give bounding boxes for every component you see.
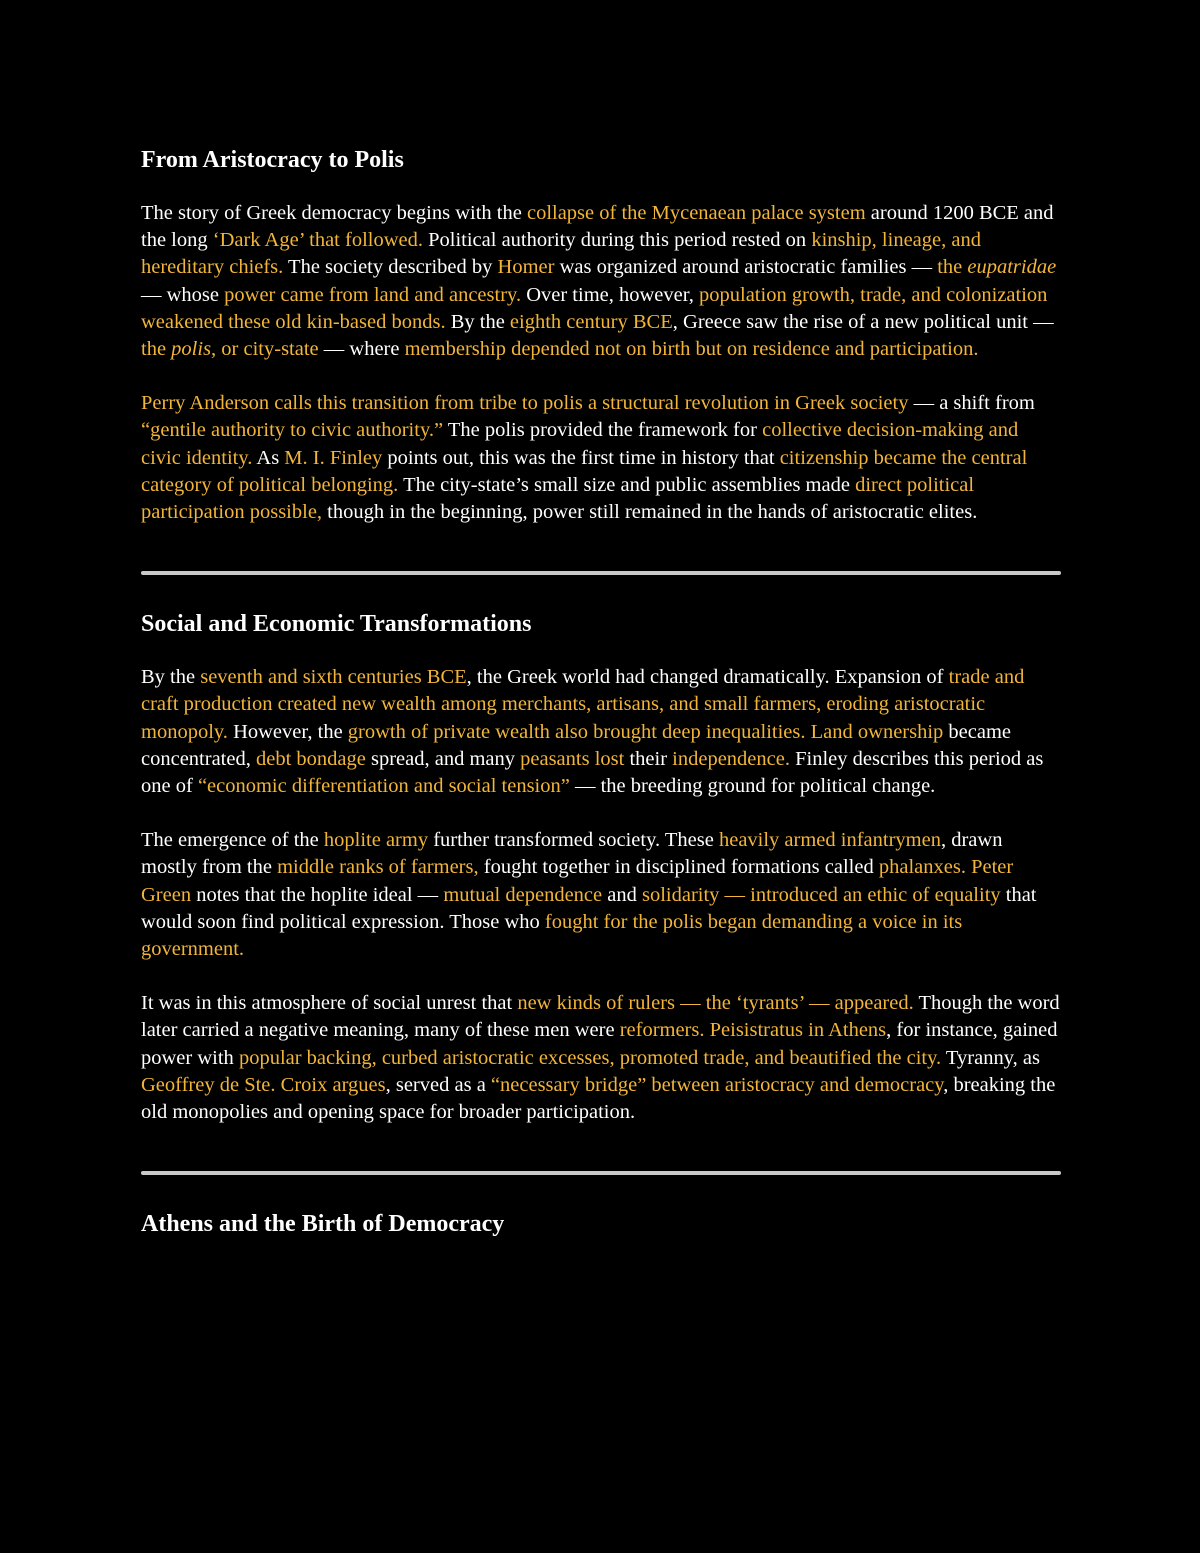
text-run: Though the word later carried a negative meaning, many of these men were [141, 992, 1060, 1042]
text-run: As [252, 446, 285, 469]
text-run: The society described by [283, 256, 498, 279]
highlighted-text: Land ownership [810, 720, 944, 743]
highlighted-text: seventh and sixth centuries BCE [200, 666, 467, 689]
highlighted-text: Geoffrey de Ste. Croix argues [141, 1073, 386, 1096]
highlighted-text: popular backing, curbed aristocratic excesses, promoted trade, and beautified the city. [238, 1046, 942, 1069]
highlighted-text: reformers. [619, 1019, 705, 1042]
highlighted-text: eighth century BCE [509, 310, 673, 333]
text-run: though in the beginning, power still remained in the hands of aristocratic elites. [322, 501, 978, 524]
text-run: — where [318, 338, 405, 361]
highlighted-text: debt bondage [255, 747, 366, 770]
highlighted-text: Perry Anderson calls this transition from tribe to polis a structural revolution in Greek society [141, 392, 909, 415]
highlighted-text: phalanxes. [878, 856, 966, 879]
highlighted-text: citizenship became the central category of political belonging. [141, 446, 1028, 496]
highlighted-text: hoplite army [323, 829, 429, 852]
highlighted-text: direct political participation possible, [141, 473, 975, 524]
highlighted-text: mutual dependence [443, 883, 603, 906]
section-paragraph [141, 990, 1061, 1126]
highlighted-text: polis [171, 338, 212, 361]
text-run: , served as a [385, 1073, 491, 1096]
text-run: fought together in disciplined formations called [478, 856, 879, 879]
highlighted-text: ‘Dark Age’ that followed. [212, 229, 423, 252]
text-run: notes that the hoplite ideal — [191, 883, 444, 906]
highlighted-text: kinship, lineage, and hereditary chiefs. [141, 229, 981, 279]
text-run: , drawn mostly from the [141, 829, 1003, 879]
text-run: spread, and many [365, 747, 521, 770]
highlighted-text: the [141, 338, 172, 361]
highlighted-text: peasants lost [520, 747, 625, 770]
text-run: The story of Greek democracy begins with the [141, 202, 527, 224]
highlighted-text: new kinds of rulers — the ‘tyrants’ — appeared. [517, 992, 914, 1015]
text-run: The emergence of the [141, 829, 324, 852]
highlighted-text: membership depended not on birth but on residence and participation. [404, 338, 979, 361]
text-run: , the Greek world had changed dramatically. Expansion of [466, 666, 949, 689]
section-paragraph [141, 390, 1061, 526]
text-run: points out, this was the first time in history that [382, 446, 780, 469]
section-divider [141, 1171, 1061, 1175]
highlighted-text: solidarity — introduced an ethic of equality [641, 883, 1001, 906]
text-run: — a shift from [908, 392, 1035, 415]
text-run: The city-state’s small size and public assemblies made [398, 473, 856, 496]
highlighted-text: Homer [497, 256, 555, 279]
text-run: — whose [141, 283, 225, 306]
text-run: became concentrated, [141, 720, 1012, 770]
highlighted-text: collective decision-making and civic identity. [141, 419, 1019, 469]
highlighted-text: trade and craft production created new wealth among merchants, artisans, and small farmers, eroding aristocratic monopoly. [141, 666, 1025, 743]
text-run: , breaking the old monopolies and opening space for broader participation. [141, 1073, 1056, 1124]
text-run: It was in this atmosphere of social unrest that [141, 992, 518, 1015]
text-run: their [624, 747, 673, 770]
text-run: By the [445, 310, 510, 333]
text-run: around 1200 BCE and the long [141, 202, 1054, 252]
text-run: — the breeding ground for political change. [569, 775, 936, 798]
text-run: Tyranny, as [941, 1046, 1040, 1069]
section-paragraph [141, 200, 1061, 363]
highlighted-text: Peisistratus in Athens [709, 1019, 887, 1042]
highlighted-text: the [937, 256, 968, 279]
highlighted-text: fought for the polis began demanding a voice in its government. [141, 910, 963, 961]
highlighted-text: heavily armed infantrymen [718, 829, 941, 852]
section-heading-social-economic: Social and Economic Transformations [141, 611, 532, 638]
section-paragraph [141, 827, 1061, 963]
text-run: However, the [227, 720, 348, 743]
text-run: Over time, however, [521, 283, 700, 306]
highlighted-text: “economic differentiation and social tension” [197, 775, 570, 798]
highlighted-text: independence. [672, 747, 790, 770]
text-run: , for instance, gained power with [141, 1019, 1058, 1069]
highlighted-text: “necessary bridge” between aristocracy and democracy [490, 1073, 944, 1096]
highlighted-text: middle ranks of farmers, [277, 856, 479, 879]
highlighted-text: “gentile authority to civic authority.” [141, 419, 444, 442]
text-run: , Greece saw the rise of a new political unit — [672, 310, 1054, 333]
text-run: and [602, 883, 642, 906]
highlighted-text: eupatridae [967, 256, 1057, 279]
highlighted-text: growth of private wealth also brought deep inequalities. [347, 720, 806, 743]
highlighted-text: , or city-state [211, 338, 319, 361]
section-divider [141, 571, 1061, 575]
highlighted-text: power came from land and ancestry. [224, 283, 522, 306]
text-run: was organized around aristocratic families — [554, 256, 938, 279]
text-run: further transformed society. These [428, 829, 719, 852]
highlighted-text: M. I. Finley [284, 446, 383, 469]
text-run: The polis provided the framework for [443, 419, 763, 442]
highlighted-text: Peter Green [141, 856, 1014, 906]
text-run: Political authority during this period rested on [423, 229, 812, 252]
highlighted-text: population growth, trade, and colonization weakened these old kin-based bonds. [141, 283, 1048, 333]
document-page [141, 140, 1061, 1240]
highlighted-text: collapse of the Mycenaean palace system [526, 202, 866, 224]
section-heading-aristocracy-to-polis: From Aristocracy to Polis [141, 147, 404, 173]
text-run: Finley describes this period as one of [141, 747, 1044, 798]
text-run: that would soon find political expression. Those who [141, 883, 1037, 933]
section-paragraph [141, 664, 1061, 800]
text-run: By the [141, 666, 201, 689]
section-heading-athens-democracy: Athens and the Birth of Democracy [141, 1211, 505, 1238]
